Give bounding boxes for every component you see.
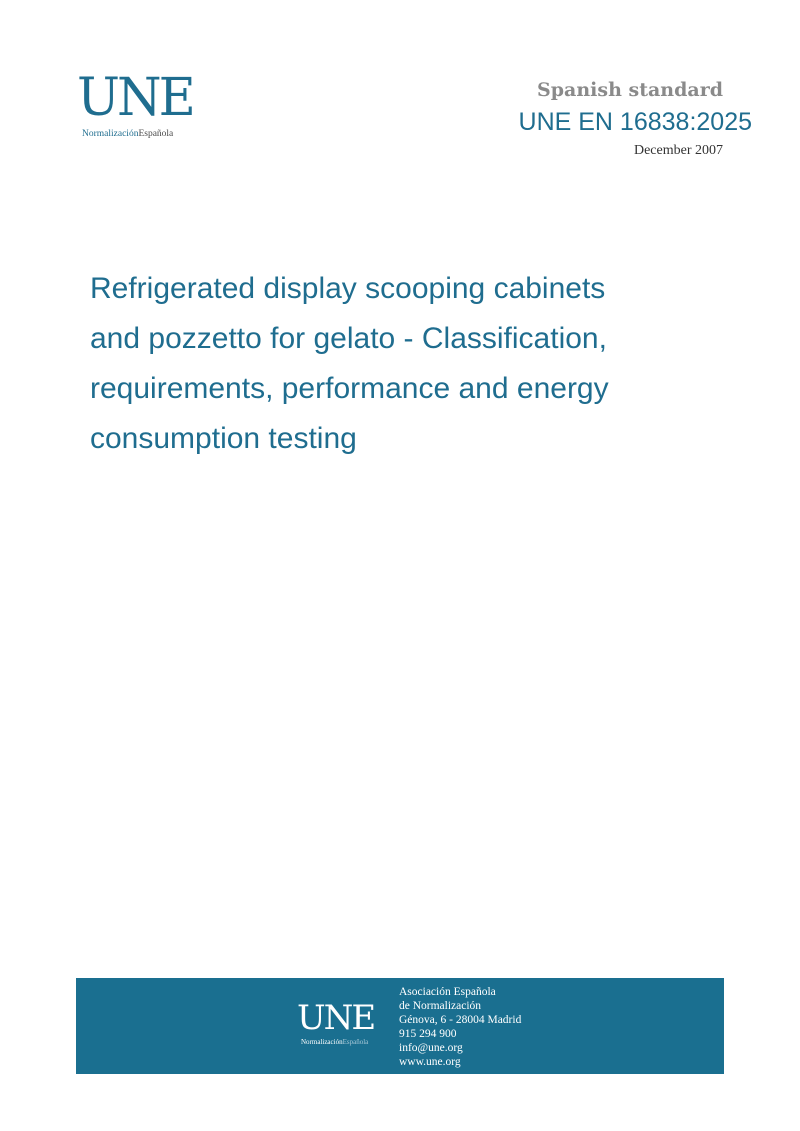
standard-type: Spanish standard	[537, 79, 723, 101]
organization-name-line: Asociación Española	[399, 986, 496, 998]
website-url: www.une.org	[399, 1056, 461, 1068]
title-line: and pozzetto for gelato - Classification,	[90, 322, 607, 355]
organization-name-line: de Normalización	[399, 1000, 482, 1012]
title-line: Refrigerated display scooping cabinets	[90, 272, 606, 305]
footer-logo-tagline-part-b: Española	[342, 1038, 369, 1046]
title-line: requirements, performance and energy	[90, 372, 609, 405]
street-address: Génova, 6 - 28004 Madrid	[399, 1014, 522, 1026]
footer-logo-tagline-part-a: Normalización	[301, 1038, 343, 1046]
footer-logo-tagline	[301, 1038, 368, 1046]
standard-date: December 2007	[633, 143, 723, 158]
email-address: info@une.org	[399, 1042, 463, 1054]
standard-code: UNE EN 16838:2025	[518, 108, 752, 136]
phone-number: 915 294 900	[399, 1028, 457, 1040]
footer-contact-info	[399, 985, 521, 1069]
footer-logo-wordmark: UNE	[297, 998, 375, 1038]
document-title	[90, 264, 690, 464]
footer-une-logo	[297, 998, 387, 1049]
footer-banner	[76, 978, 724, 1074]
logo-tagline-part-a: Normalización	[82, 129, 139, 139]
logo-tagline-part-b: Española	[138, 129, 174, 139]
title-line: consumption testing	[90, 422, 357, 455]
une-logo	[77, 68, 197, 142]
logo-tagline	[82, 129, 173, 140]
logo-wordmark: UNE	[77, 68, 193, 128]
